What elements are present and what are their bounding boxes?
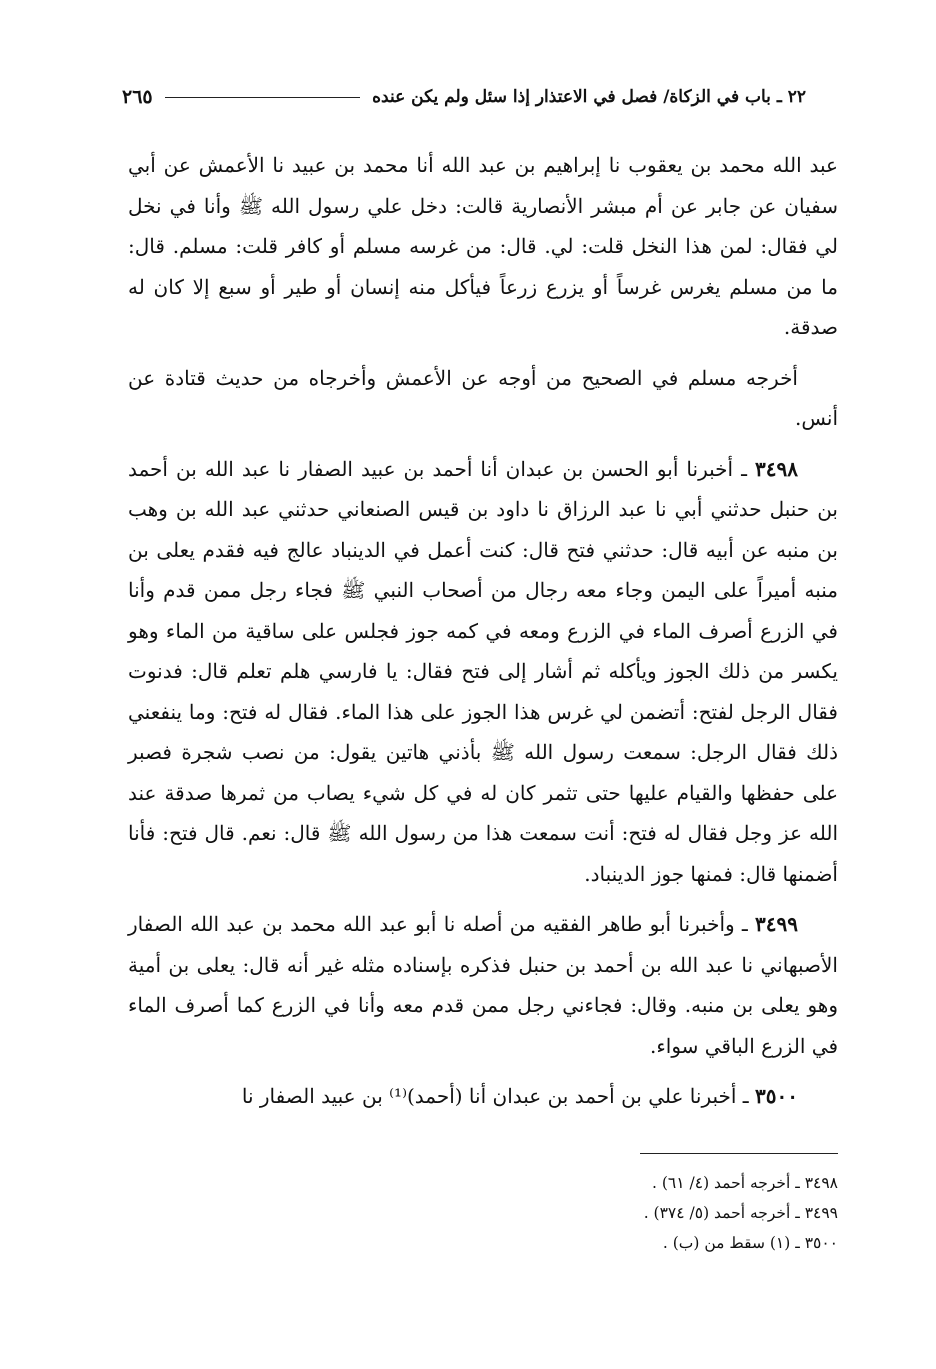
body-text: [128, 145, 838, 1117]
running-title: ٢٢ ـ باب في الزكاة/ فصل في الاعتذار إذا سئل ولم يكن عنده: [372, 87, 806, 107]
footnotes: [338, 1168, 838, 1258]
hadith-number: ٣٥٠٠: [755, 1084, 798, 1108]
paragraph-hadith-3498: [128, 449, 838, 895]
paragraph-continuation: [128, 145, 838, 348]
footnote-rule: [640, 1153, 838, 1154]
paragraph-hadith-3499: [128, 904, 838, 1066]
footnote: ٣٥٠٠ ـ (١) سقط من (ب) .: [662, 1234, 838, 1252]
paragraph-text: ـ أخبرنا أبو الحسن بن عبدان أنا أحمد بن عبيد الصفار نا عبد الله بن أحمد بن حنبل حدثني أبي نا عبد الرزاق نا داود بن قيس الصنعاني حدثني عبد الله بن وهب بن منبه عن أبيه قال: حدثني فتح قال: كنت أعمل في الدينباد عالج فيه فقدم يعلى بن منبه أميراً على اليمن وجاء معه رجال من أصحاب النبي ﷺ فجاء رجل ممن قدم وأنا في الزرع أصرف الماء في الزرع ومعه في كمه جوز فجلس على ساقية من الماء وهو يكسر من ذلك الجوز ويأكله ثم أشار إلى فتح فقال: يا فارسي هلم تعلم قال: فدنوت فقال الرجل لفتح: أتضمن لي غرس هذا الجوز على هذا الماء. فقال له فتح: وما ينفعني ذلك فقال الرجل: سمعت رسول الله ﷺ بأذني هاتين يقول: من نصب شجرة فصبر على حفظها والقيام عليها حتى تثمر كان له في كل شيء يصاب من ثمرها صدقة عند الله عز وجل فقال له فتح: أنت سمعت هذا من رسول الله ﷺ قال: نعم. قال فتح: فأنا أضمنها قال: فمنها جوز الدينباد.: [128, 456, 838, 886]
footnote: ٣٤٩٨ ـ أخرجه أحمد (٤/ ٦١) .: [652, 1174, 838, 1192]
hadith-number: ٣٤٩٩: [755, 912, 798, 936]
hadith-number: ٣٤٩٨: [755, 456, 798, 481]
page-number: ٢٦٥: [122, 86, 153, 108]
paragraph-hadith-3500: [128, 1076, 838, 1117]
footnote: ٣٤٩٩ ـ أخرجه أحمد (٥/ ٣٧٤) .: [643, 1204, 838, 1222]
paragraph-text: أخرجه مسلم في الصحيح من أوجه عن الأعمش وأخرجاه من حديث قتادة عن أنس.: [128, 365, 838, 430]
paragraph-text: ـ وأخبرنا أبو طاهر الفقيه من أصله نا أبو عبد الله محمد بن عبد الله الصفار الأصبهاني نا عبد الله بن أحمد بن حنبل فذكره بإسناده مثله غير أنه قال: يعلى بن أمية وهو يعلى بن منبه. وقال: فجاءني رجل ممن قدم معه وأنا في الزرع كما أصرف الماء في الزرع الباقي سواء.: [128, 912, 838, 1058]
paragraph-text: ـ أخبرنا علي بن أحمد بن عبدان أنا (أحمد)⁽¹⁾ بن عبيد الصفار نا: [241, 1084, 756, 1108]
header-rule: [165, 97, 361, 98]
running-header: [122, 82, 806, 112]
paragraph-text: عبد الله محمد بن يعقوب نا إبراهيم بن عبد الله أنا محمد بن عبيد نا الأعمش عن أبي سفيان عن جابر عن أم مبشر الأنصارية قالت: دخل علي رسول الله ﷺ وأنا في نخل لي فقال: لمن هذا النخل قلت: لي. قال: من غرسه مسلم أو كافر قلت: مسلم. قال: ما من مسلم يغرس غرساً أو يزرع زرعاً فيأكل منه إنسان أو طير أو سبع إلا كان له صدقة.: [128, 153, 838, 339]
paragraph-takhrij: [128, 358, 838, 439]
